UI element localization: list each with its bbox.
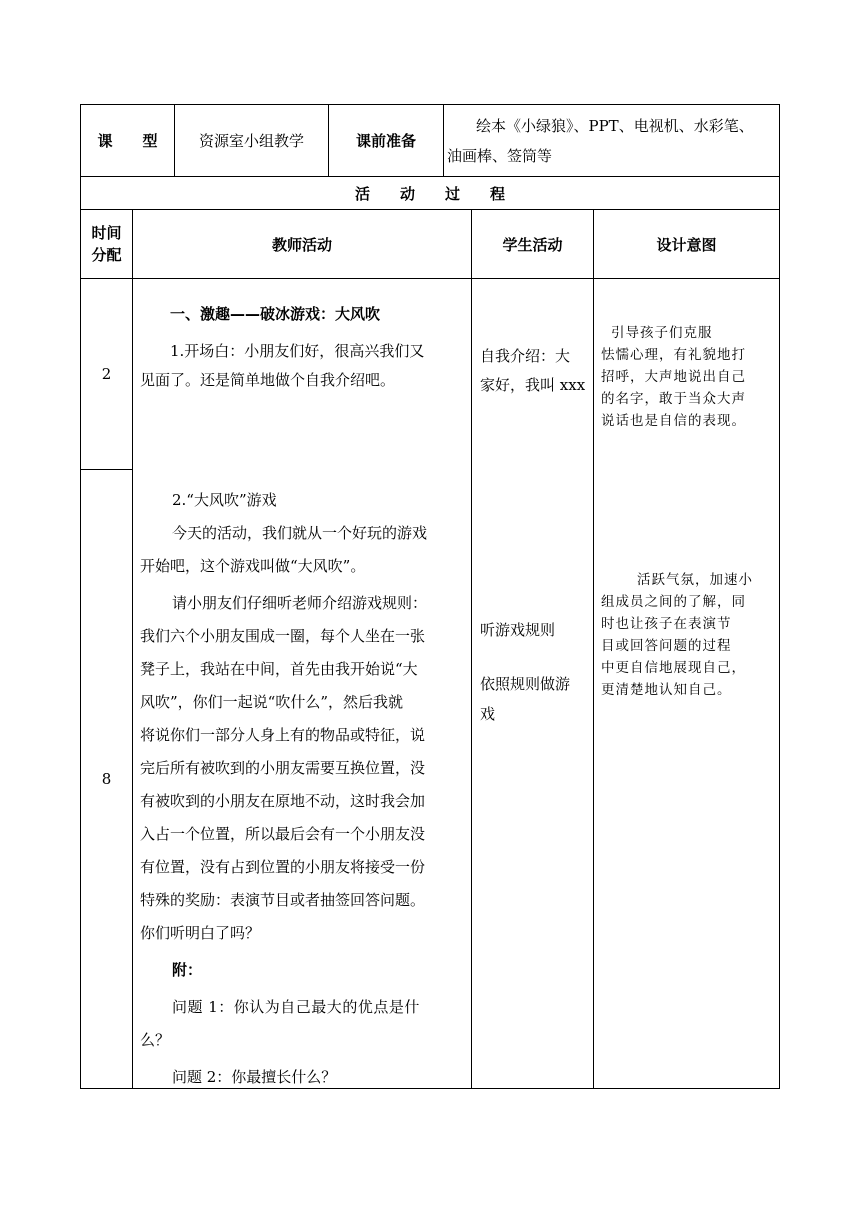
row2-design-intent	[601, 569, 777, 701]
row1-intent-line-1: 引导孩子们克服	[611, 325, 713, 341]
course-type-value: 资源室小组教学	[198, 132, 304, 150]
row1-heading: 一、激趣——破冰游戏：大风吹	[170, 305, 381, 323]
prep-line-1: 绘本《小绿狼》、PPT、电视机、水彩笔、	[476, 117, 754, 135]
row1-intent-line-3: 招呼，大声地说出自己	[601, 369, 746, 385]
column-header-time-line-1: 时间	[91, 224, 122, 242]
table-rule-intent	[593, 209, 594, 1089]
row1-intent-line-4: 的名字，敢于当众大声	[601, 391, 746, 407]
row2-intent-line-1: 活跃气氛，加速小	[637, 572, 753, 588]
row2-intent-line-6: 更清楚地认知自己。	[601, 682, 732, 698]
row2-q1-line-1: 问题 1：你认为自己最大的优点是什	[172, 998, 420, 1016]
course-type-label: 课 型	[97, 132, 158, 150]
row1-teacher-line-2: 见面了。还是简单地做个自我介绍吧。	[140, 371, 396, 389]
prep-line-2: 油画棒、签筒等	[447, 147, 553, 165]
column-header-time-line-2: 分配	[91, 246, 122, 264]
table-rule-columns	[80, 278, 780, 279]
row1-intent-line-5: 说话也是自信的表现。	[601, 413, 746, 429]
column-header-time	[81, 210, 132, 278]
row1-intent-line-2: 怯懦心理，有礼貌地打	[601, 347, 746, 363]
row2-intent-line-3: 时也让孩子在表演节	[601, 616, 732, 632]
row2-q2: 问题 2：你最擅长什么？	[172, 1068, 337, 1086]
row2-para2-line-6: 完后所有被吹到的小朋友需要互换位置，没	[140, 759, 426, 777]
row2-para2-line-11: 你们听明白了吗？	[140, 924, 261, 942]
row1-teacher-line-1: 1.开场白：小朋友们好，很高兴我们又	[170, 342, 425, 360]
row2-para2-line-5: 将说你们一部分人身上有的物品或特征，说	[140, 726, 426, 744]
prep-value	[444, 111, 779, 175]
section-title: 活 动 过 程	[354, 184, 505, 203]
table-rule-student	[471, 209, 472, 1089]
row2-para1-line-2: 开始吧，这个游戏叫做“大风吹”。	[140, 557, 366, 575]
row2-intent-line-2: 组成员之间的了解，同	[601, 594, 746, 610]
row2-para2-line-1: 请小朋友们仔细听老师介绍游戏规则：	[172, 594, 428, 612]
row2-teacher-activity	[140, 484, 466, 1094]
row2-para2-line-7: 有被吹到的小朋友在原地不动，这时我会加	[140, 792, 426, 810]
row2-time: 8	[101, 770, 112, 788]
row2-para2-line-2: 我们六个小朋友围成一圈，每个人坐在一张	[140, 627, 426, 645]
prep-label: 课前准备	[355, 132, 416, 150]
row1-time: 2	[101, 365, 112, 383]
row2-appendix-label: 附：	[172, 961, 203, 979]
row2-student-activity	[480, 615, 590, 729]
row1-teacher-activity	[140, 298, 466, 397]
table-rule-time	[132, 209, 133, 1089]
row2-para2-line-10: 特殊的奖励：表演节目或者抽签回答问题。	[140, 891, 426, 909]
column-header-intent: 设计意图	[656, 235, 717, 254]
row2-intent-line-5: 中更自信地展现自己，	[601, 660, 746, 676]
column-header-student: 学生活动	[502, 235, 563, 254]
table-border-right	[779, 104, 780, 1089]
row2-para2-line-3: 凳子上，我站在中间，首先由我开始说“大	[140, 660, 418, 678]
row1-student-line-2: 家好，我叫 xxx	[480, 376, 586, 394]
row2-q1-line-2: 么？	[140, 1031, 171, 1049]
row1-student-line-1: 自我介绍：大	[480, 347, 571, 365]
row2-intent-line-4: 目或回答问题的过程	[601, 638, 732, 654]
row2-student-b-line-1: 依照规则做游	[480, 675, 571, 693]
row2-para1-line-1: 今天的活动，我们就从一个好玩的游戏	[172, 524, 428, 542]
row2-student-a: 听游戏规则	[480, 621, 556, 639]
row2-student-b-line-2: 戏	[480, 705, 496, 723]
row2-para2-line-8: 入占一个位置，所以最后会有一个小朋友没	[140, 825, 426, 843]
row2-para2-line-9: 有位置，没有占到位置的小朋友将接受一份	[140, 858, 426, 876]
row1-student-activity	[480, 342, 590, 400]
row2-item-title: 2.“大风吹”游戏	[172, 491, 277, 509]
row1-design-intent	[601, 322, 777, 432]
row2-para2-line-4: 风吹”，你们一起说“吹什么”，然后我就	[140, 693, 404, 711]
column-header-teacher: 教师活动	[271, 235, 332, 254]
